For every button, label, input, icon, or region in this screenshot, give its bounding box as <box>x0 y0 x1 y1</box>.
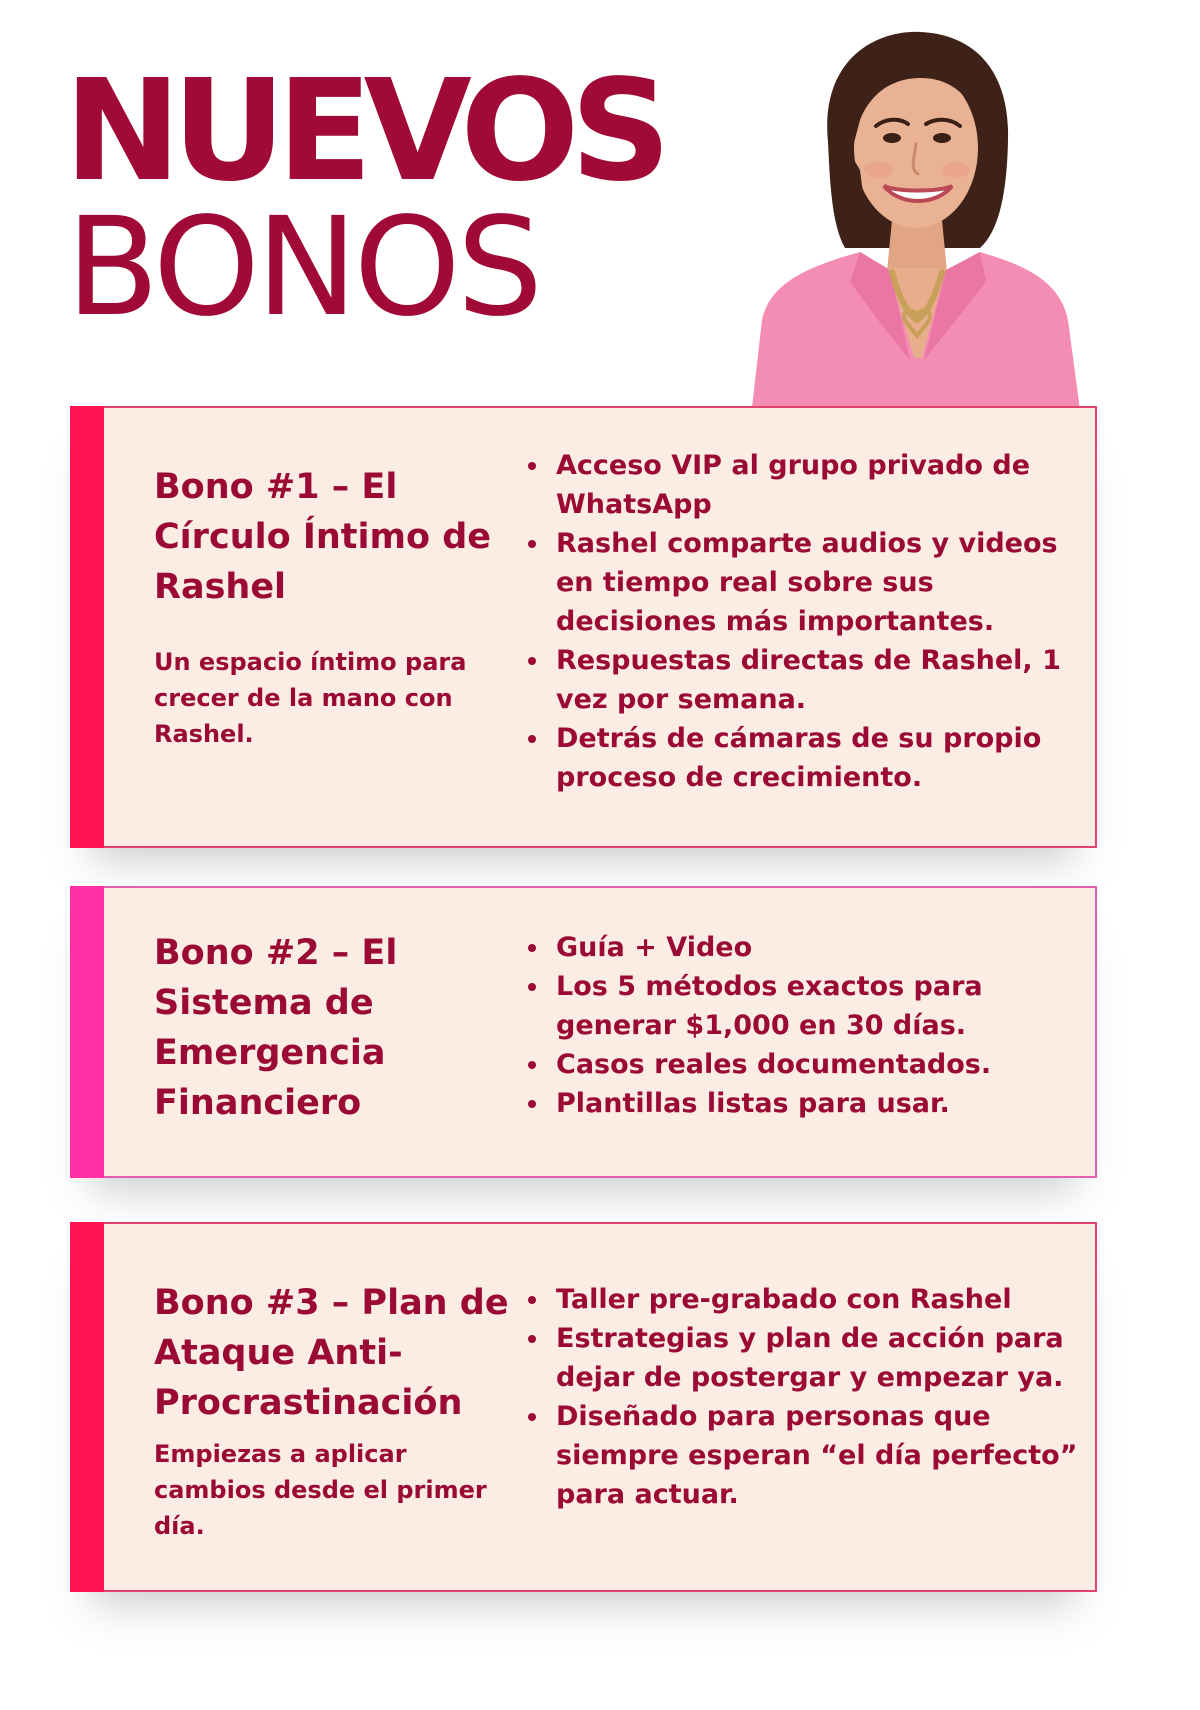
bonus-card-3 <box>70 1222 1097 1592</box>
list-item <box>522 1280 1082 1319</box>
list-item <box>522 446 1082 524</box>
bullet-icon <box>528 1413 536 1421</box>
bonus-feature-list <box>522 1280 1082 1514</box>
bonus-title: Bono #3 – Plan de Ataque Anti-Procrastinación <box>154 1283 509 1423</box>
bullet-icon <box>528 983 536 991</box>
card-accent-bar <box>70 1222 104 1592</box>
list-item-text: Guía + Video <box>556 932 753 963</box>
bonus-title: Bono #1 – El Círculo Íntimo de Rashel <box>154 467 491 607</box>
bullet-icon <box>528 1335 536 1343</box>
list-item <box>522 928 1082 967</box>
bullet-icon <box>528 1100 536 1108</box>
list-item-text: Los 5 métodos exactos para generar $1,000 en 30 días. <box>556 971 983 1041</box>
list-item <box>522 967 1082 1045</box>
list-item <box>522 1319 1082 1397</box>
list-item <box>522 524 1082 641</box>
list-item-text: Detrás de cámaras de su propio proceso de crecimiento. <box>556 723 1042 793</box>
title-bonos: BONOS <box>66 189 540 347</box>
bullet-icon <box>528 735 536 743</box>
title-nuevos: NUEVOS <box>64 50 663 213</box>
bonus-feature-list <box>522 928 1082 1123</box>
list-item <box>522 1084 1082 1123</box>
list-item-text: Estrategias y plan de acción para dejar de postergar y empezar ya. <box>556 1323 1064 1393</box>
list-item-text: Acceso VIP al grupo privado de WhatsApp <box>556 450 1031 520</box>
list-item-text: Plantillas listas para usar. <box>556 1088 950 1119</box>
list-item <box>522 1045 1082 1084</box>
list-item-text: Taller pre-grabado con Rashel <box>556 1284 1012 1315</box>
list-item-text: Diseñado para personas que siempre esperan “el día perfecto” para actuar. <box>556 1401 1078 1510</box>
bonus-subtitle: Empiezas a aplicar cambios desde el primer día. <box>154 1440 487 1540</box>
list-item <box>522 719 1082 797</box>
list-item-text: Respuestas directas de Rashel, 1 vez por semana. <box>556 645 1061 715</box>
bonus-title: Bono #2 – El Sistema de Emergencia Financiero <box>154 933 398 1123</box>
bonus-subtitle: Un espacio íntimo para crecer de la mano con Rashel. <box>154 648 467 748</box>
bullet-icon <box>528 1296 536 1304</box>
bullet-icon <box>528 540 536 548</box>
bullet-icon <box>528 462 536 470</box>
list-item <box>522 641 1082 719</box>
bullet-icon <box>528 1061 536 1069</box>
woman-portrait-icon <box>710 20 1110 425</box>
card-accent-bar <box>70 886 104 1178</box>
bullet-icon <box>528 657 536 665</box>
card-accent-bar <box>70 406 104 848</box>
bullet-icon <box>528 944 536 952</box>
bonus-feature-list <box>522 446 1082 797</box>
list-item <box>522 1397 1082 1514</box>
list-item-text: Casos reales documentados. <box>556 1049 992 1080</box>
bonus-card-1 <box>70 406 1097 848</box>
list-item-text: Rashel comparte audios y videos en tiempo real sobre sus decisiones más importantes. <box>556 528 1058 637</box>
bonus-card-2 <box>70 886 1097 1178</box>
